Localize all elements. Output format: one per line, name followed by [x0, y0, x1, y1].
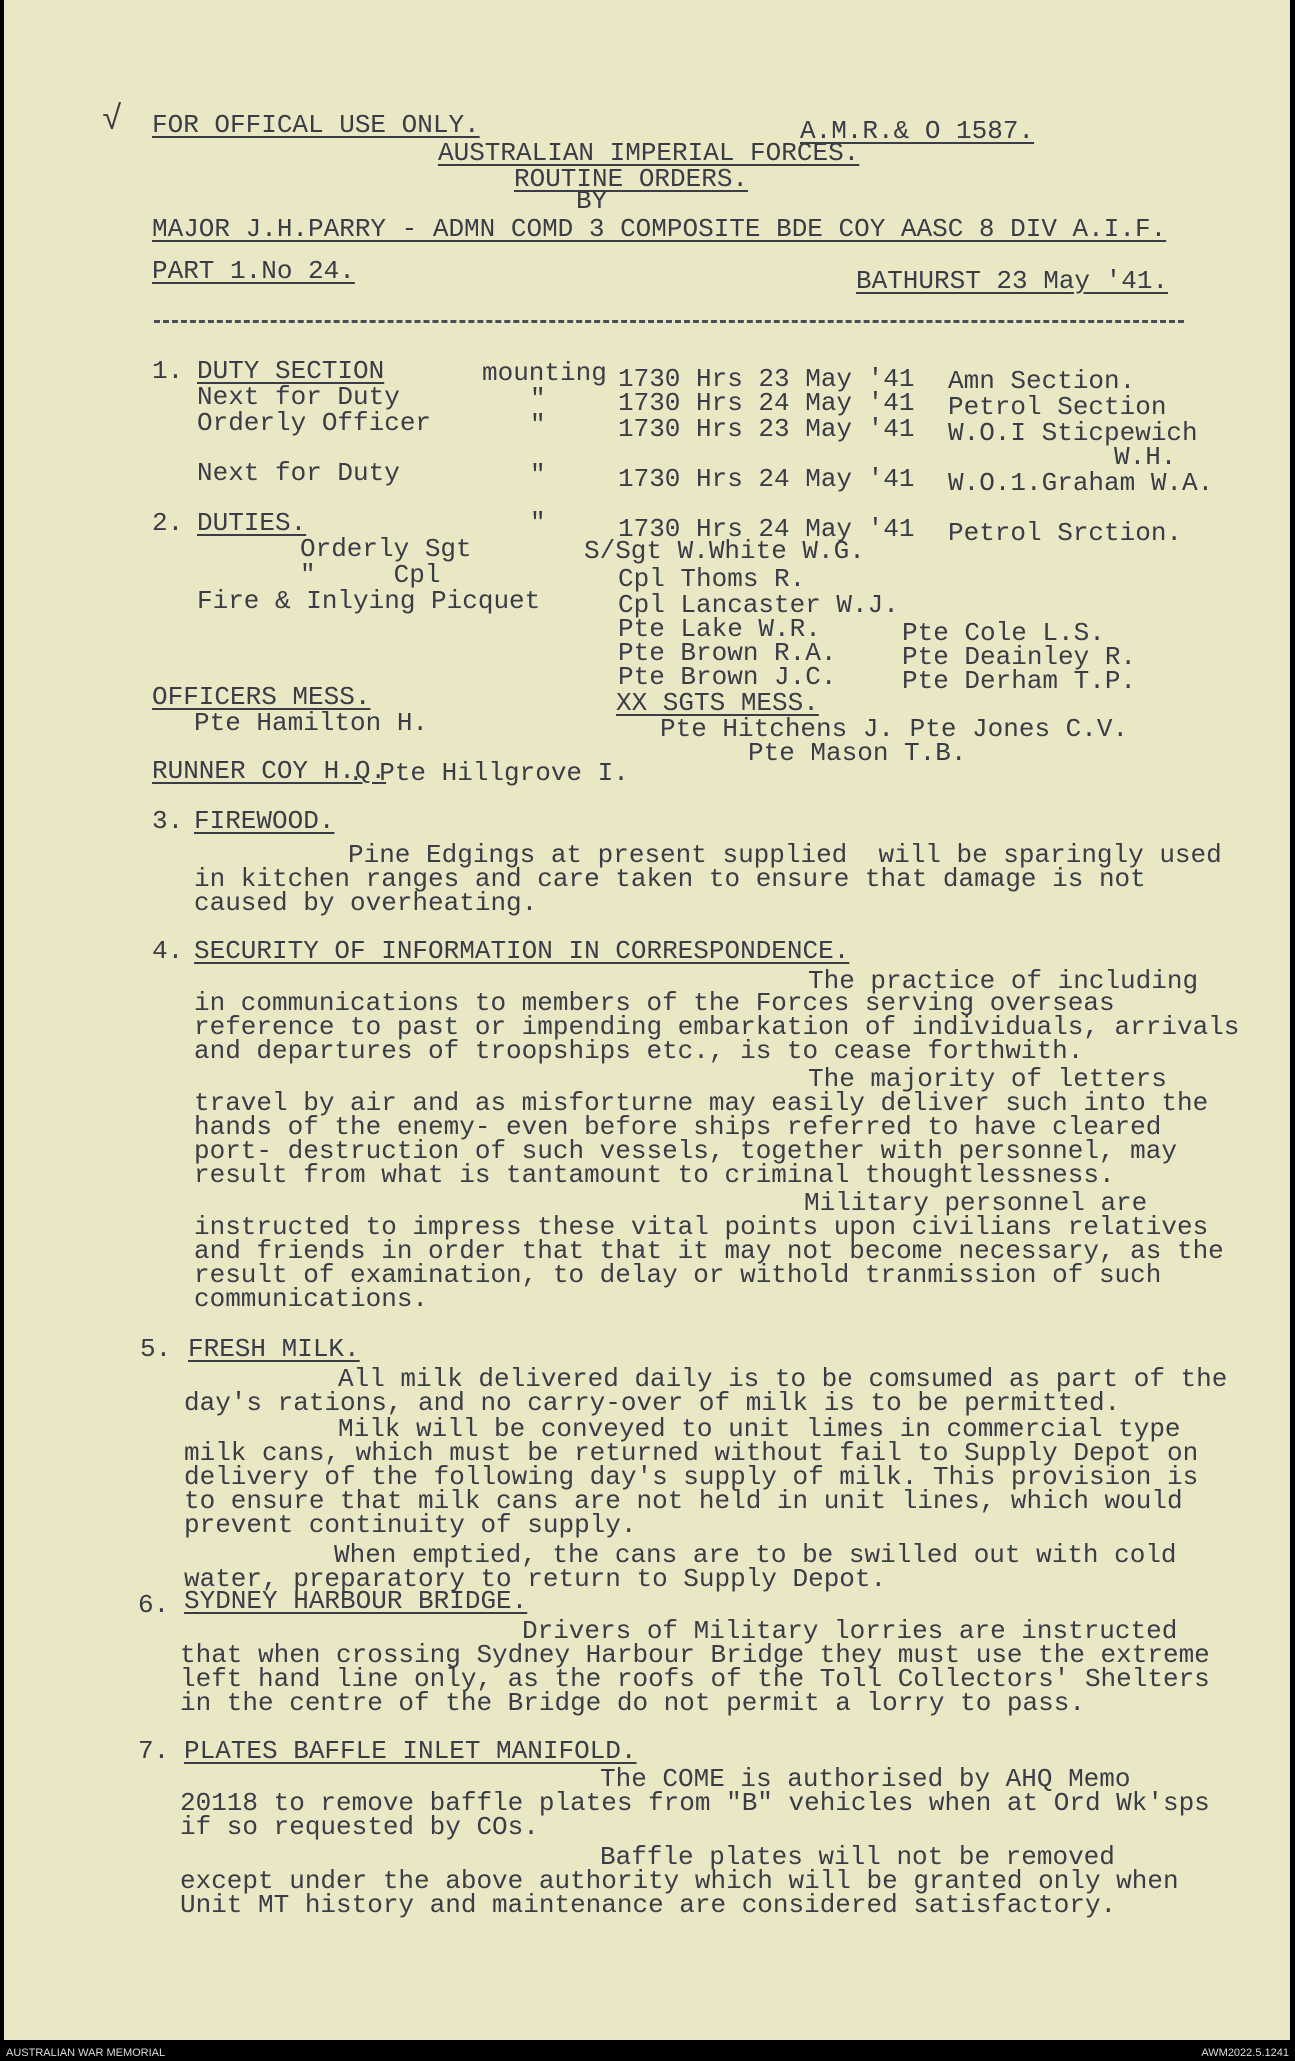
picquet-member: Pte Cole L.S. — [902, 618, 1105, 648]
duty-mount: " — [530, 410, 546, 440]
bridge-line: that when crossing Sydney Harbour Bridge they must use the extreme — [180, 1640, 1210, 1670]
security-line: and departures of troopships etc., is to cease forthwith. — [194, 1036, 1084, 1066]
security-line: port- destruction of such vessels, together with personnel, may — [194, 1136, 1177, 1166]
orderly-cpl-label: " Cpl — [300, 560, 441, 590]
tick-mark: √ — [102, 102, 123, 140]
section-7-number: 7. — [138, 1736, 170, 1766]
duty-time: 1730 Hrs 24 May '41 — [618, 388, 915, 418]
dashed-divider — [154, 320, 1184, 323]
picquet-cpl: Cpl Lancaster W.J. — [618, 590, 899, 620]
section-5-number: 5. — [140, 1334, 172, 1364]
sgts-mess-names: Pte Hitchens J. Pte Jones C.V. — [660, 714, 1129, 744]
firewood-title: FIREWOOD. — [194, 806, 335, 836]
security-line: reference to past or impending embarkation of individuals, arrivals — [194, 1012, 1240, 1042]
part-number: PART 1.No 24. — [152, 256, 355, 286]
duties-title: DUTIES. — [197, 508, 307, 538]
security-line: The majority of letters — [808, 1064, 1167, 1094]
duty-who: W.O.1.Graham W.A. — [948, 468, 1214, 498]
duty-time: 1730 Hrs 23 May '41 — [618, 414, 915, 444]
milk-line: water, preparatory to return to Supply Depot. — [184, 1564, 887, 1594]
section-1-number: 1. — [152, 356, 184, 386]
official-use-heading: FOR OFFICAL USE ONLY. — [152, 110, 480, 140]
milk-line: prevent continuity of supply. — [184, 1510, 637, 1540]
place-date: BATHURST 23 May '41. — [856, 266, 1169, 296]
officers-mess-name: Pte Hamilton H. — [194, 708, 429, 738]
section-3-number: 3. — [152, 806, 184, 836]
milk-line: All milk delivered daily is to be comsumed as part of the — [338, 1364, 1228, 1394]
order-reference: A.M.R.& O 1587. — [800, 116, 1035, 146]
milk-line: milk cans, which must be returned without fail to Supply Depot on — [184, 1438, 1199, 1468]
milk-line: day's rations, and no carry-over of milk is to be permitted. — [184, 1388, 1121, 1418]
duty-time: 1730 Hrs 24 May '41 — [618, 464, 915, 494]
sgts-mess-names: Pte Mason T.B. — [748, 738, 967, 768]
picquet-member: Pte Deainley R. — [902, 642, 1137, 672]
bridge-line: left hand line only, as the roofs of the Toll Collectors' Shelters — [180, 1664, 1210, 1694]
security-line: result from what is tantamount to criminal thoughtlessness. — [194, 1160, 1115, 1190]
document-page — [4, 0, 1290, 2040]
milk-line: delivery of the following day's supply of milk. This provision is — [184, 1462, 1199, 1492]
runner-title: RUNNER COY H.Q. — [152, 756, 387, 786]
security-line: instructed to impress these vital points upon civilians relatives — [194, 1212, 1209, 1242]
security-line: Military personnel are — [804, 1188, 1148, 1218]
sgts-mess-title: XX SGTS MESS. — [616, 688, 819, 718]
plates-line: The COME is authorised by AHQ Memo — [600, 1764, 1131, 1794]
duty-label: Next for Duty — [197, 458, 400, 488]
security-title: SECURITY OF INFORMATION IN CORRESPONDENCE. — [194, 936, 850, 966]
archive-reference: AWM2022.5.1241 — [1201, 2047, 1289, 2059]
orderly-cpl-name: Cpl Thoms R. — [618, 564, 806, 594]
security-line: hands of the enemy- even before ships referred to have cleared — [194, 1112, 1162, 1142]
duty-mount: mounting — [482, 358, 607, 388]
orderly-sgt-name: S/Sgt W.White W.G. — [584, 536, 865, 566]
plates-title: PLATES BAFFLE INLET MANIFOLD. — [184, 1736, 637, 1766]
picquet-member: Pte Lake W.R. — [618, 614, 821, 644]
duty-mount: " — [530, 384, 546, 414]
duties-who: Petrol Srction. — [948, 518, 1183, 548]
bridge-title: SYDNEY HARBOUR BRIDGE. — [184, 1586, 528, 1616]
archive-credit: AUSTRALIAN WAR MEMORIAL — [6, 2047, 166, 2059]
picquet-label: Fire & Inlying Picquet — [197, 586, 541, 616]
routine-orders-title: ROUTINE ORDERS. — [514, 164, 749, 194]
security-line: The practice of including — [808, 966, 1199, 996]
security-line: travel by air and as misforturne may easily deliver such into the — [194, 1088, 1209, 1118]
bridge-line: in the centre of the Bridge do not permit a lorry to pass. — [180, 1688, 1085, 1718]
duties-time: 1730 Hrs 24 May '41 — [618, 514, 915, 544]
commander-line: MAJOR J.H.PARRY - ADMN COMD 3 COMPOSITE BDE COY AASC 8 DIV A.I.F. — [152, 214, 1167, 244]
plates-line: 20118 to remove baffle plates from "B" vehicles when at Ord Wk'sps — [180, 1788, 1210, 1818]
section-6-number: 6. — [138, 1590, 170, 1620]
firewood-line: caused by overheating. — [194, 888, 538, 918]
plates-line: Unit MT history and maintenance are considered satisfactory. — [180, 1890, 1117, 1920]
security-line: result of examination, to delay or withold tranmission of such — [194, 1260, 1162, 1290]
duties-mount: " — [530, 508, 546, 538]
firewood-line: Pine Edgings at present supplied will be sparingly used — [348, 840, 1222, 870]
milk-line: to ensure that milk cans are not held in unit lines, which would — [184, 1486, 1183, 1516]
milk-line: When emptied, the cans are to be swilled out with cold — [334, 1540, 1177, 1570]
picquet-member: Pte Derham T.P. — [902, 666, 1137, 696]
officers-mess-title: OFFICERS MESS. — [152, 682, 371, 712]
picquet-member: Pte Brown J.C. — [618, 662, 837, 692]
orderly-sgt-label: Orderly Sgt — [300, 534, 472, 564]
bridge-line: Drivers of Military lorries are instructed — [522, 1616, 1178, 1646]
duty-label: Next for Duty — [197, 382, 400, 412]
plates-line: except under the above authority which will be granted only when — [180, 1866, 1179, 1896]
fresh-milk-title: FRESH MILK. — [188, 1334, 360, 1364]
section-2-number: 2. — [152, 508, 184, 538]
security-line: communications. — [194, 1284, 429, 1314]
duty-label: Orderly Officer — [197, 408, 432, 438]
security-line: and friends in order that that it may not become necessary, as the — [194, 1236, 1224, 1266]
duty-time: 1730 Hrs 23 May '41 — [618, 364, 915, 394]
by-line: BY — [576, 186, 608, 216]
plates-line: Baffle plates will not be removed — [600, 1842, 1115, 1872]
plates-line: if so requested by COs. — [180, 1812, 539, 1842]
security-line: in communications to members of the Forces serving overseas — [194, 988, 1115, 1018]
force-title: AUSTRALIAN IMPERIAL FORCES. — [438, 138, 860, 168]
duty-section-title: DUTY SECTION — [197, 356, 385, 386]
firewood-line: in kitchen ranges and care taken to ensure that damage is not — [194, 864, 1146, 894]
picquet-member: Pte Brown R.A. — [618, 638, 837, 668]
duty-who: W.H. — [1114, 442, 1177, 472]
runner-name: . Pte Hillgrove I. — [348, 758, 629, 788]
milk-line: Milk will be conveyed to unit limes in commercial type — [338, 1414, 1181, 1444]
duty-mount: " — [530, 460, 546, 490]
section-4-number: 4. — [152, 936, 184, 966]
duty-who: Amn Section. — [948, 366, 1136, 396]
duty-who: Petrol Section — [948, 392, 1167, 422]
duty-who: W.O.I Sticpewich — [948, 418, 1198, 448]
